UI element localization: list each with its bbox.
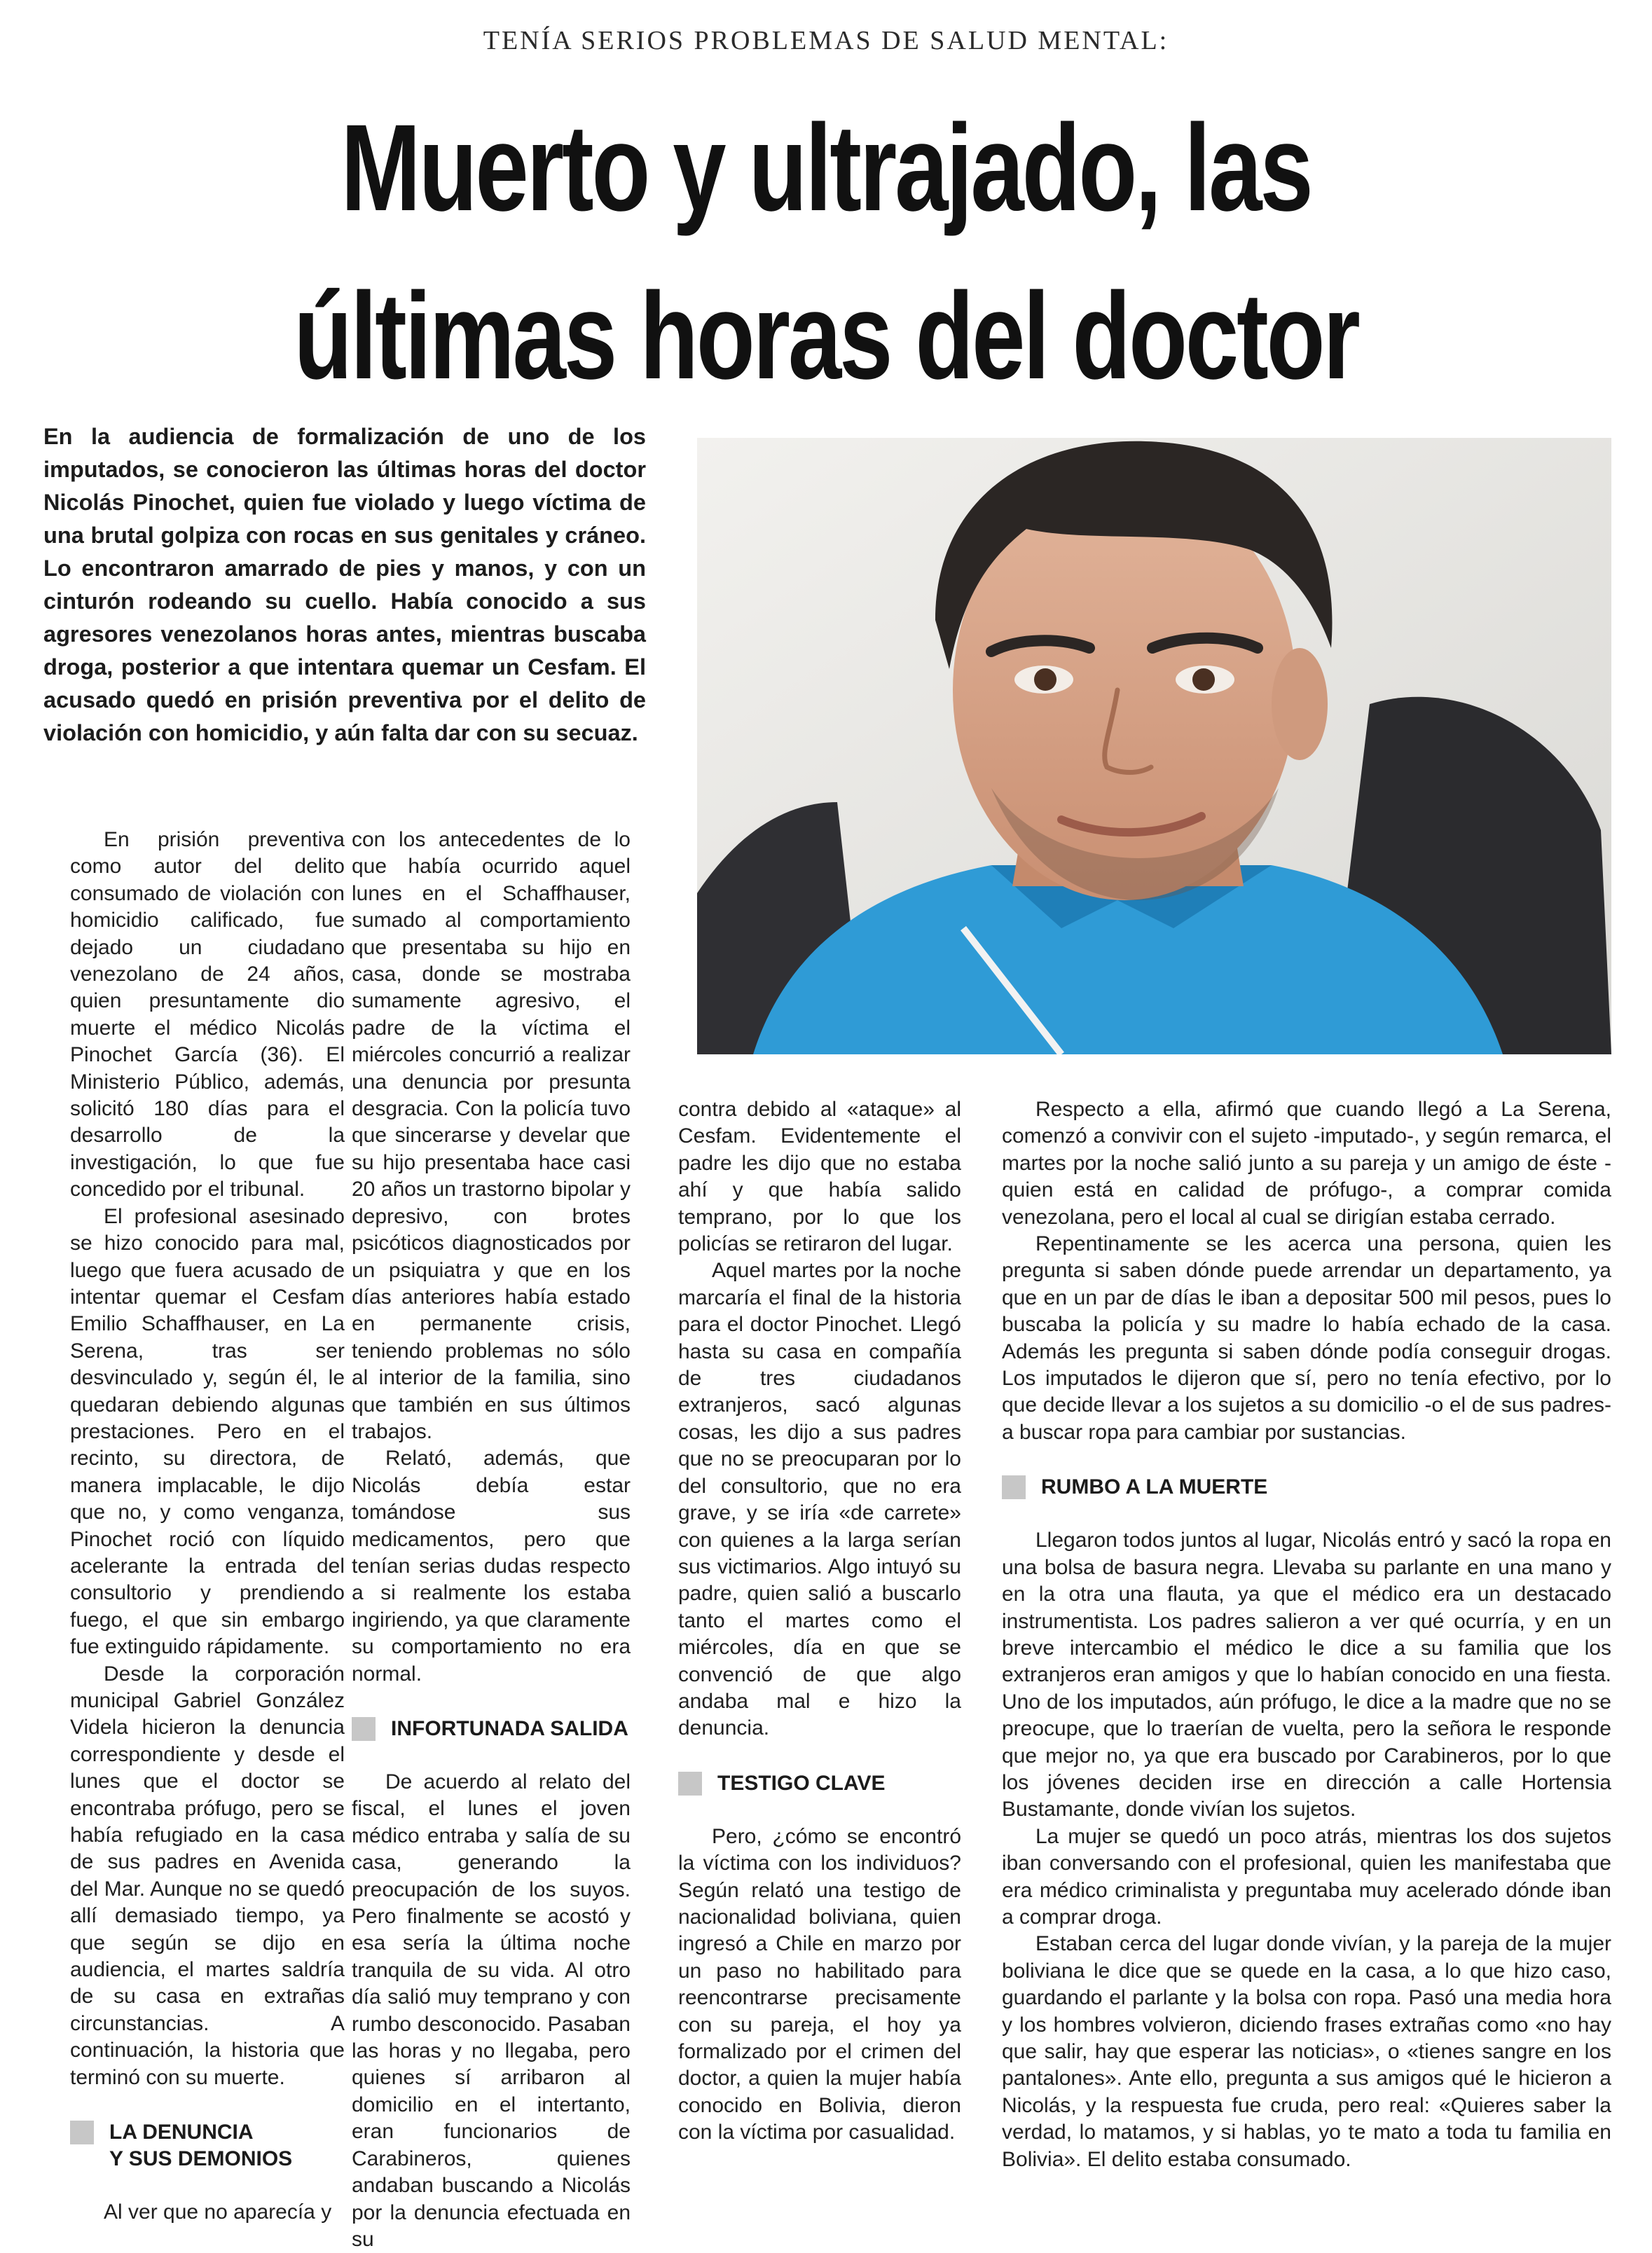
subhead-text: INFORTUNADA SALIDA (391, 1717, 628, 1740)
lead-paragraph: En la audiencia de formalización de uno de los imputados, se conocieron las últimas horas del doctor Nicolás Pinochet, quien fue violado y luego víctima de una brutal golpiza con rocas en sus genitales y cráneo. Lo encontraron amarrado de pies y manos, y con un cinturón rodeando su cuello. Había conocido a sus agresores venezolanos horas antes, mientras buscaba droga, posterior a que intentara quemar un Cesfam. El acusado quedó en prisión preventiva por el delito de violación con homicidio, y aún falta dar con su secuaz. (43, 424, 646, 745)
column-2-paragraph-3: De acuerdo al relato del fiscal, el lunes el joven médico entraba y salía de su casa, generando la preocupación de los suyos. Pero finalmente se acostó y esa sería la última noche tranquila de su vida. Al otro día salió muy temprano y con rumbo desconocido. Pasaban las horas y no llegaba, pero quienes sí arribaron al domicilio en el intertanto, eran funcionarios de Carabineros, quienes andaban buscando a Nicolás por la denuncia efectuada en su (352, 1770, 631, 2251)
subhead-infortunada-salida (352, 1716, 631, 1742)
subhead-la-denuncia (70, 2119, 345, 2172)
article-column-4 (1002, 1096, 1611, 2173)
column-4-paragraph-5: Estaban cerca del lugar donde vivían, y la pareja de la mujer boliviana le dice que se quede en la casa, a lo que hizo caso, guardando el parlante y la bolsa con ropa. Pasó una media hora y los hombres volvieron, diciendo frases extrañas como «no hay que salir, hay que esperar las noticias», o «tienes sangre en los pantalones». Ante ello, pregunta a sus amigos qué le hicieron a Nicolás, y la respuesta fue cruda, pero real: «Quieres saber la verdad, lo matamos, y si hablas, yo te mato a toda tu familia en Bolivia». El delito estaba consumado. (1002, 1932, 1611, 2171)
subhead-square-icon (1002, 1475, 1026, 1499)
column-4-paragraph-3: Llegaron todos juntos al lugar, Nicolás entró y sacó la ropa en una bolsa de basura negra. Llevaba su parlante en una mano y en la otra una flauta, ya que el médico era un destacado instrumentista. Los padres salieron a ver qué ocurría, y en un breve intercambio el médico le dice a su familia que los extranjeros eran amigos y que lo habían conocido en una fiesta. Uno de los imputados, aún prófugo, le dice a la madre que no se preocupe, que lo traerían de vuelta, pero la señora le responde que mejor no, ya que era buscado por Carabineros, por lo que los jóvenes deciden irse en dirección a calle Hortensia Bustamante, donde vivían los sujetos. (1002, 1529, 1611, 1821)
column-1-paragraph-4: Al ver que no aparecía y (104, 2200, 332, 2224)
portrait-illustration (697, 438, 1611, 1054)
subhead-line-2: Y SUS DEMONIOS (109, 2147, 293, 2171)
subhead-square-icon (70, 2121, 94, 2144)
column-1-paragraph-3: Desde la corporación municipal Gabriel González Videla hicieron la denuncia correspondiente y desde el lunes que el doctor se encontraba prófugo, pero se había refugiado en la casa de sus padres en Avenida del Mar. Aunque no se quedó allí demasiado tiempo, ya que según se dijo en audiencia, el martes saldría de su casa en extrañas circunstancias. A continuación, la historia que terminó con su muerte. (70, 1662, 345, 2089)
column-2-paragraph-1: con los antecedentes de lo que había ocurrido aquel lunes en el Schaffhauser, sumado al comportamiento que presentaba su hijo en casa, donde se mostraba sumamente agresivo, el padre de la víctima el miércoles concurrió a realizar una denuncia por presunta desgracia. Con la policía tuvo que sincerarse y develar que su hijo presentaba hace casi 20 años un trastorno bipolar y depresivo, con brotes psicóticos diagnosticados por un psiquiatra y que en los días anteriores había estado en permanente crisis, teniendo problemas no sólo al interior de la familia, sino que también en sus últimos trabajos. (352, 828, 631, 1443)
subhead-rumbo-a-la-muerte (1002, 1474, 1611, 1501)
subhead-line-1: LA DENUNCIA (109, 2121, 254, 2144)
column-2-paragraph-2: Relató, además, que Nicolás debía estar tomándose sus medicamentos, pero que tenían serias dudas respecto a si realmente los estaba ingiriendo, ya que claramente su comportamiento no era normal. (352, 1447, 631, 1686)
article-column-1 (70, 827, 345, 2226)
headline-line-2: últimas horas del doctor (294, 268, 1358, 405)
column-3-paragraph-1: contra debido al «ataque» al Cesfam. Evidentemente el padre les dijo que no estaba ahí y que había salido temprano, por lo que los policías se retiraron del lugar. (678, 1098, 961, 1256)
subhead-testigo-clave (678, 1770, 961, 1797)
column-1-paragraph-1: En prisión preventiva como autor del delito consumado de violación con homicidio calificado, fue dejado un ciudadano venezolano de 24 años, quien presuntamente dio muerte el médico Nicolás Pinochet García (36). El Ministerio Público, además, solicitó 180 días para el desarrollo de la investigación, lo que fue concedido por el tribunal. (70, 828, 345, 1201)
column-4-paragraph-4: La mujer se quedó un poco atrás, mientras los dos sujetos iban conversando con el profesional, quien les manifestaba que era médico criminalista y preguntaba muy acelerado dónde iban a comprar droga. (1002, 1824, 1611, 1929)
column-3-paragraph-2: Aquel martes por la noche marcaría el final de la historia para el doctor Pinochet. Llegó hasta su casa en compañía de tres ciudadanos extranjeros, sacó algunas cosas, les dijo a sus padres que no se preocuparan por lo del consultorio, que no era grave, y se iría «de carrete» con quienes a la larga serían sus victimarios. Algo intuyó su padre, quien salió a buscarlo tanto el martes como el miércoles, día en que se convenció de que algo andaba mal e hizo la denuncia. (678, 1259, 961, 1740)
column-4-paragraph-1: Respecto a ella, afirmó que cuando llegó a La Serena, comenzó a convivir con el sujeto -imputado-, y según remarca, el martes por la noche salió junto a su pareja y un amigo de éste -quien está en calidad de prófugo-, a comprar comida venezolana, pero el local al cual se dirigían estaba cerrado. (1002, 1098, 1611, 1229)
headline (214, 84, 1438, 420)
portrait-photo (697, 438, 1611, 1054)
column-1-paragraph-2: El profesional asesinado se hizo conocido para mal, luego que fuera acusado de intentar quemar el Cesfam Emilio Schaffhauser, en La Serena, tras ser desvinculado y, según él, le quedaran debiendo algunas prestaciones. Pero en el recinto, su directora, de manera implacable, le dijo que no, y como venganza, Pinochet roció con líquido acelerante la entrada del consultorio y prendiendo fuego, el que sin embargo fue extinguido rápidamente. (70, 1204, 345, 1659)
subhead-square-icon (678, 1772, 702, 1796)
article-column-2 (352, 827, 631, 2253)
subhead-text: RUMBO A LA MUERTE (1041, 1475, 1268, 1499)
headline-line-1: Muerto y ultrajado, las (340, 99, 1312, 237)
column-3-paragraph-3: Pero, ¿cómo se encontró la víctima con los individuos? Según relató una testigo de nacionalidad boliviana, quien ingresó a Chile en marzo por un paso no habilitado para reencontrarse precisamente con su pareja, el hoy ya formalizado por el crimen del doctor, a quien la mujer había conocido en Bolivia, dieron con la víctima por casualidad. (678, 1824, 961, 2144)
subhead-text: TESTIGO CLAVE (717, 1771, 886, 1795)
column-4-paragraph-2: Repentinamente se les acerca una persona, quien les pregunta si saben dónde puede arrendar un departamento, ya que en un par de días le iban a depositar 500 mil pesos, pues lo buscaba la policía y su madre lo había echado de la casa. Además les pregunta si saben dónde podía conseguir drogas. Los imputados le dijeron que sí, pero no tenía efectivo, por lo que decide llevar a los sujetos a su domicilio -o el de sus padres- a buscar ropa para cambiar por sustancias. (1002, 1232, 1611, 1444)
kicker: TENÍA SERIOS PROBLEMAS DE SALUD MENTAL: (483, 26, 1169, 55)
article-column-3 (678, 1096, 961, 2147)
subhead-square-icon (352, 1717, 376, 1741)
